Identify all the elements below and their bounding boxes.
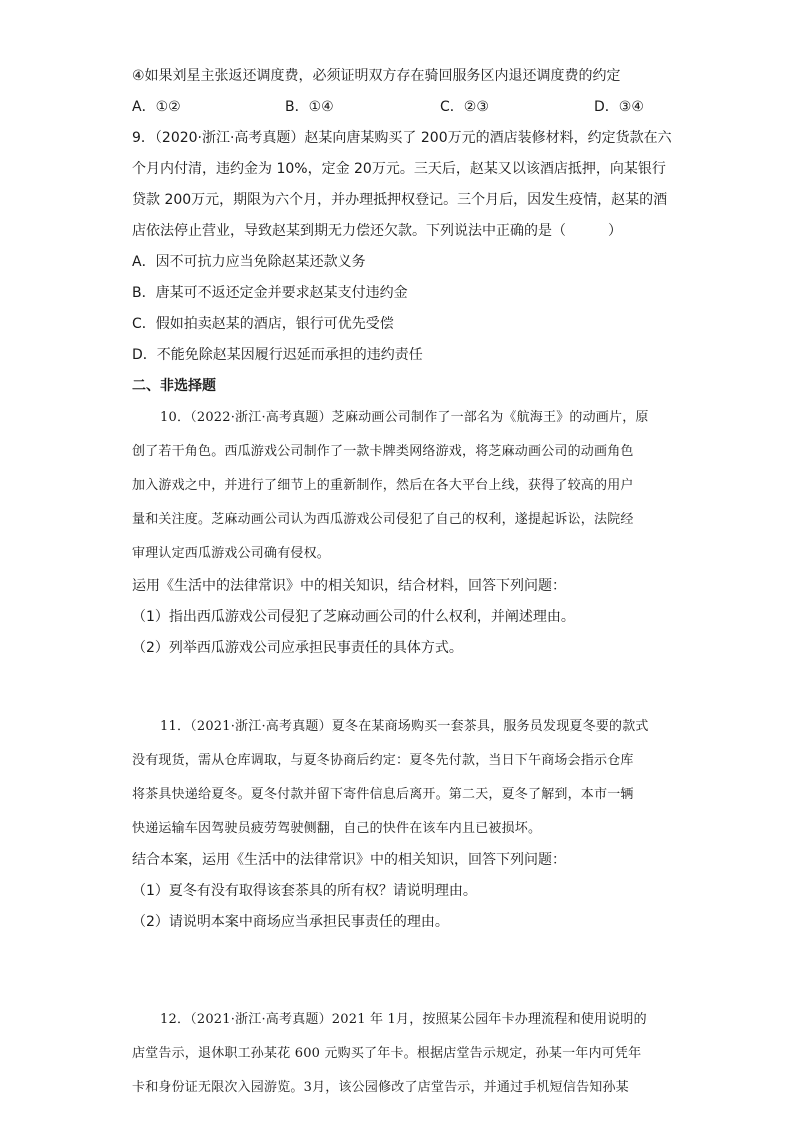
q10-material-line: 创了若干角色。西瓜游戏公司制作了一款卡牌类网络游戏，将芝麻动画公司的动画角色 [132, 444, 634, 459]
q11-material-line: 11．（2021·浙江·高考真题）夏冬在某商场购买一套茶具，服务员发现夏冬要的款式 [160, 719, 649, 734]
q10-material-line: 加入游戏之中，并进行了细节上的重新制作，然后在各大平台上线，获得了较高的用户 [132, 478, 634, 493]
q12-material-line: 卡和身份证无限次入园游览。3月，该公园修改了店堂告示，并通过手机短信告知孙某 [132, 1080, 629, 1095]
q8-option-d: D．③④ [594, 99, 644, 115]
q8-option-c: C．②③ [440, 99, 489, 115]
q12-material-line: 店堂告示，退休职工孙某花 600 元购买了年卡。根据店堂告示规定，孙某一年内可凭年 [132, 1046, 642, 1061]
q11-material-line: 快递运输车因驾驶员疲劳驾驶侧翻，自己的快件在该车内且已被损坏。 [132, 821, 542, 836]
q8-option-a: A．①② [132, 99, 181, 115]
q11-instruction: 结合本案，运用《生活中的法律常识》中的相关知识，回答下列问题： [132, 852, 566, 868]
q11-material-line: 将茶具快递给夏冬。夏冬付款并留下寄件信息后离开。第二天，夏冬了解到，本市一辆 [132, 787, 634, 802]
q9-option-b: B．唐某可不返还定金并要求赵某支付违约金 [132, 285, 408, 301]
q9-stem-line: 9．（2020·浙江·高考真题）赵某向唐某购买了 200万元的酒店装修材料，约定货款在六 [132, 130, 672, 146]
q9-option-d: D．不能免除赵某因履行迟延而承担的违约责任 [132, 347, 423, 363]
q9-stem-line: 店依法停止营业，导致赵某到期无力偿还欠款。下列说法中正确的是（ ） [132, 223, 622, 239]
q11-material-line: 没有现货，需从仓库调取，与夏冬协商后约定：夏冬先付款，当日下午商场会指示仓库 [132, 753, 634, 768]
section-heading: 二、非选择题 [132, 378, 216, 394]
q11-subquestion-2: （2）请说明本案中商场应当承担民事责任的理由。 [132, 914, 449, 930]
q10-subquestion-1: （1）指出西瓜游戏公司侵犯了芝麻动画公司的什么权利，并阐述理由。 [132, 609, 575, 625]
q10-subquestion-2: （2）列举西瓜游戏公司应承担民事责任的具体方式。 [132, 640, 463, 656]
q9-stem-line: 个月内付清，违约金为 10%，定金 20万元。三天后，赵某又以该酒店抵押，向某银行 [132, 161, 666, 177]
q8-option-b: B．①④ [285, 99, 334, 115]
q9-stem-line: 贷款 200万元，期限为六个月，并办理抵押权登记。三个月后，因发生疫情，赵某的酒 [132, 192, 668, 208]
q10-material-line: 审理认定西瓜游戏公司确有侵权。 [132, 546, 331, 561]
q11-subquestion-1: （1）夏冬有没有取得该套茶具的所有权？请说明理由。 [132, 883, 477, 899]
q12-material-line: 12．（2021·浙江·高考真题）2021 年 1月，按照某公园年卡办理流程和使用说明的 [160, 1012, 647, 1027]
q10-instruction: 运用《生活中的法律常识》中的相关知识，结合材料，回答下列问题： [132, 578, 566, 594]
q10-material-line: 10．（2022·浙江·高考真题）芝麻动画公司制作了一部名为《航海王》的动画片，原 [160, 410, 649, 425]
q8-statement-4: ④如果刘星主张返还调度费，必须证明双方存在骑回服务区内退还调度费的约定 [132, 68, 621, 84]
q9-option-a: A．因不可抗力应当免除赵某还款义务 [132, 254, 366, 270]
q10-material-line: 量和关注度。芝麻动画公司认为西瓜游戏公司侵犯了自己的权利，遂提起诉讼，法院经 [132, 512, 634, 527]
q9-option-c: C．假如拍卖赵某的酒店，银行可优先受偿 [132, 316, 394, 332]
